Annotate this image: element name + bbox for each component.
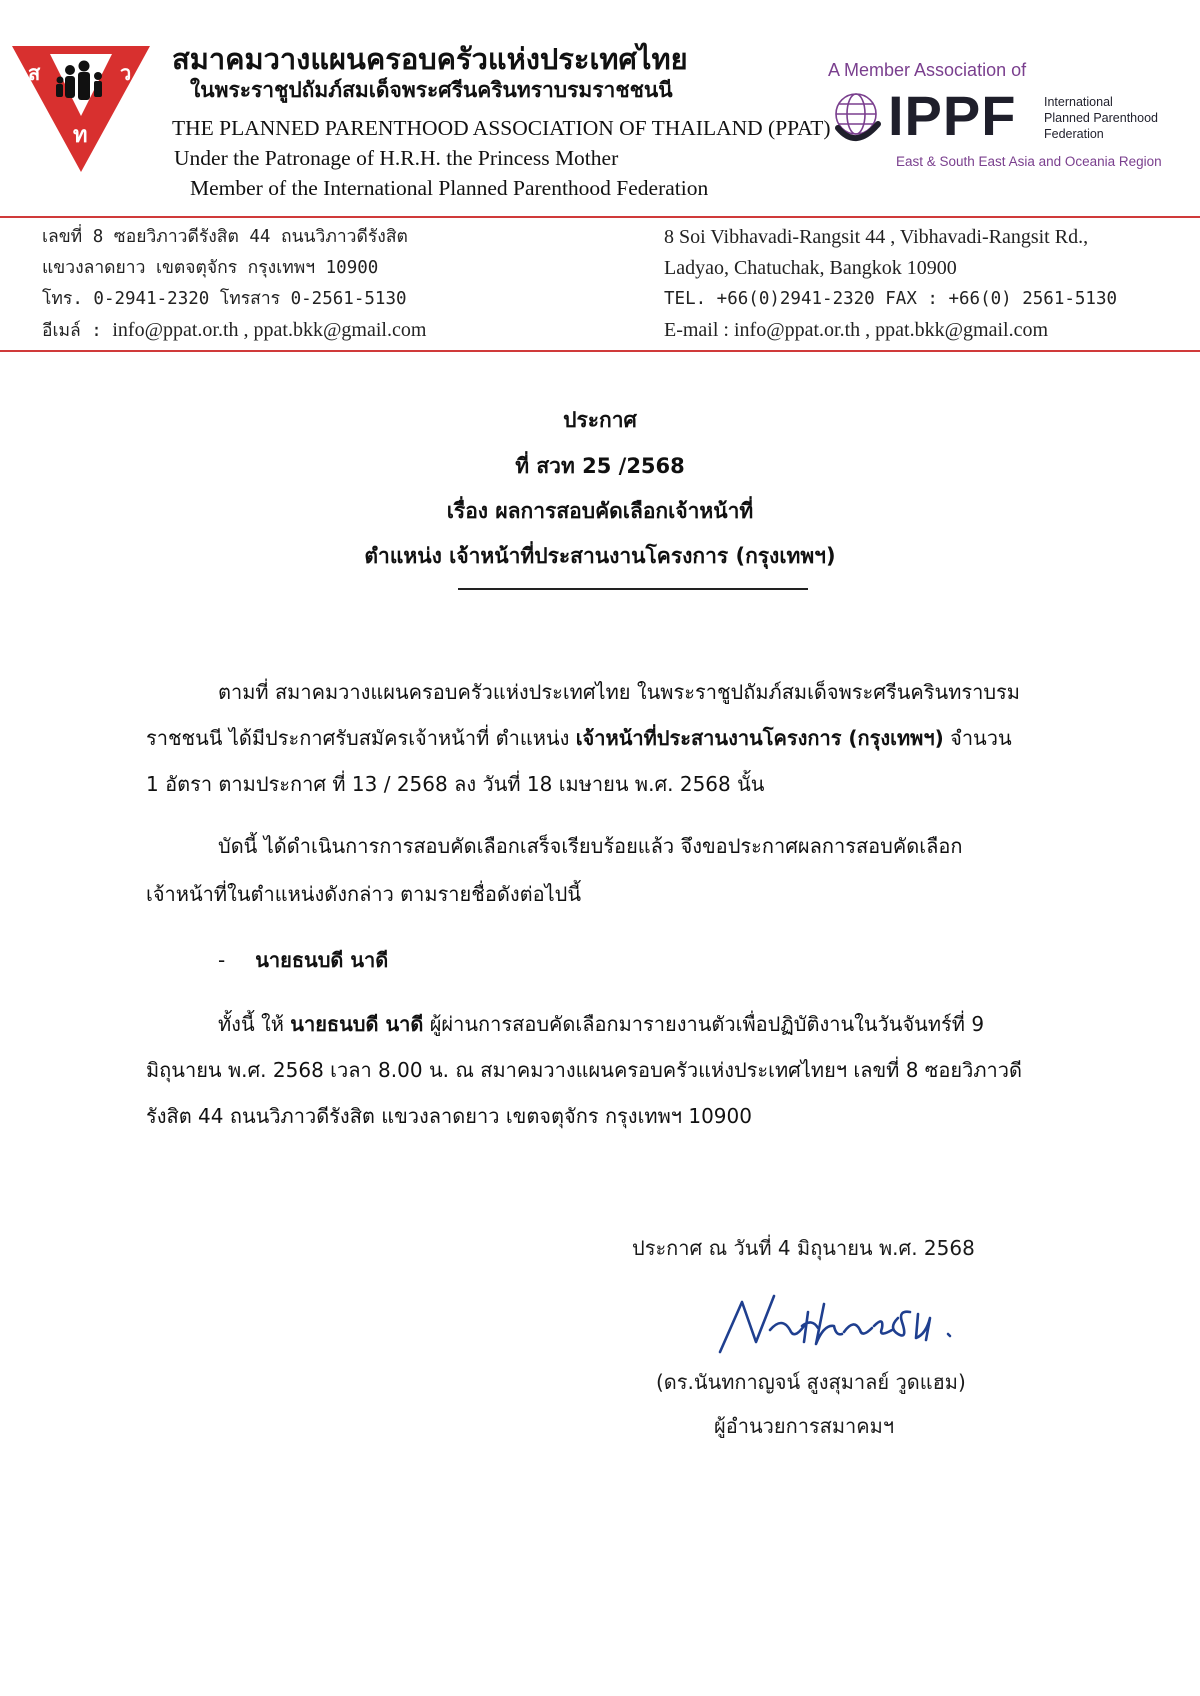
position-name-bold: เจ้าหน้าที่ประสานงานโครงการ (กรุงเทพฯ) (575, 726, 944, 750)
org-member-en: Member of the International Planned Parenthood Federation (190, 176, 709, 200)
handwritten-signature (712, 1282, 982, 1362)
text-run: ทั้งนี้ ให้ (218, 1012, 291, 1036)
selected-candidate-name: นายธนบดี นาดี (255, 948, 389, 972)
paragraph-1-line-2 (146, 722, 1012, 754)
paragraph-2-line-2: เจ้าหน้าที่ในตำแหน่งดังกล่าว ตามรายชื่อดังต่อไปนี้ (146, 882, 582, 906)
ippf-full-name (1044, 94, 1194, 142)
email-label: อีเมล์ : (42, 321, 113, 341)
email-value: info@ppat.or.th , ppat.bkk@gmail.com (112, 319, 427, 341)
org-patronage-th: ในพระราชูปถัมภ์สมเด็จพระศรีนครินทราบรมราชชนนี (190, 77, 673, 102)
announcement-number: ที่ สวท 25 /2568 (515, 454, 685, 478)
announcement-date: ประกาศ ณ วันที่ 4 มิถุนายน พ.ศ. 2568 (632, 1236, 975, 1260)
logo-char-bottom: ท (73, 123, 88, 148)
address-th-email (42, 315, 426, 347)
address-en-email (664, 315, 1117, 346)
org-name-th: สมาคมวางแผนครอบครัวแห่งประเทศไทย (172, 42, 688, 76)
signer-title: ผู้อำนวยการสมาคมฯ (714, 1414, 895, 1438)
ippf-full-line: Federation (1044, 127, 1104, 141)
text-run: ราชชนนี ได้มีประกาศรับสมัครเจ้าหน้าที่ ตำแหน่ง (146, 726, 576, 750)
ippf-full-line: Planned Parenthood (1044, 111, 1158, 125)
address-th-line: เลขที่ 8 ซอยวิภาวดีรังสิต 44 ถนนวิภาวดีรังสิต (42, 227, 408, 247)
org-patronage-en: Under the Patronage of H.R.H. the Princess Mother (174, 146, 619, 170)
list-dash: - (218, 948, 226, 972)
announcement-subject: เรื่อง ผลการสอบคัดเลือกเจ้าหน้าที่ (446, 499, 754, 523)
address-th-line: โทร. 0-2941-2320 โทรสาร 0-2561-5130 (42, 289, 407, 309)
address-th (42, 222, 426, 347)
paragraph-3-line-1 (218, 1008, 984, 1040)
ippf-full-line: International (1044, 95, 1113, 109)
text-run: จำนวน (943, 726, 1012, 750)
email-label: E-mail : (664, 319, 734, 341)
paragraph-2-line-1: บัดนี้ ได้ดำเนินการการสอบคัดเลือกเสร็จเรียบร้อยแล้ว จึงขอประกาศผลการสอบคัดเลือก (218, 834, 963, 858)
header-divider-bottom (0, 350, 1200, 352)
org-name-en: THE PLANNED PARENTHOOD ASSOCIATION OF THAILAND (PPAT) (172, 116, 831, 140)
ippf-region: East & South East Asia and Oceania Region (896, 154, 1162, 169)
address-th-line: แขวงลาดยาว เขตจตุจักร กรุงเทพฯ 10900 (42, 258, 379, 278)
address-en-line: Ladyao, Chatuchak, Bangkok 10900 (664, 257, 957, 279)
paragraph-3-line-3: รังสิต 44 ถนนวิภาวดีรังสิต แขวงลาดยาว เขตจตุจักร กรุงเทพฯ 10900 (146, 1104, 752, 1128)
address-en-line: 8 Soi Vibhavadi-Rangsit 44 , Vibhavadi-Rangsit Rd., (664, 226, 1089, 248)
announcement-title: ประกาศ (563, 408, 637, 432)
ippf-member-text: A Member Association of (828, 60, 1027, 80)
candidate-name-bold: นายธนบดี นาดี (290, 1012, 424, 1036)
address-en-line: TEL. +66(0)2941-2320 FAX : +66(0) 2561-5130 (664, 289, 1118, 309)
paragraph-1-line-3: 1 อัตรา ตามประกาศ ที่ 13 / 2568 ลง วันที่ 18 เมษายน พ.ศ. 2568 นั้น (146, 772, 765, 796)
text-run: ผู้ผ่านการสอบคัดเลือกมารายงานตัวเพื่อปฏิบัติงานในวันจันทร์ที่ 9 (423, 1012, 985, 1036)
address-en (664, 222, 1117, 346)
announcement-position: ตำแหน่ง เจ้าหน้าที่ประสานงานโครงการ (กรุงเทพฯ) (364, 544, 836, 568)
header-divider-top (0, 216, 1200, 218)
paragraph-1-line-1: ตามที่ สมาคมวางแผนครอบครัวแห่งประเทศไทย ในพระราชูปถัมภ์สมเด็จพระศรีนครินทราบรม (218, 680, 1020, 704)
paragraph-3-line-2: มิถุนายน พ.ศ. 2568 เวลา 8.00 น. ณ สมาคมวางแผนครอบครัวแห่งประเทศไทยฯ เลขที่ 8 ซอยวิภาวดี (146, 1058, 1022, 1082)
logo-char-top-left: ส (28, 61, 41, 85)
email-value: info@ppat.or.th , ppat.bkk@gmail.com (733, 319, 1048, 341)
ppat-logo-icon (10, 44, 152, 174)
signer-name: (ดร.นันทกาญจน์ สูงสุมาลย์ วูดแฮม) (656, 1370, 966, 1394)
list-item (218, 944, 388, 976)
heading-underline (458, 588, 808, 590)
logo-char-top-right: ว (120, 61, 132, 85)
ippf-wordmark: IPPF (888, 84, 1017, 147)
